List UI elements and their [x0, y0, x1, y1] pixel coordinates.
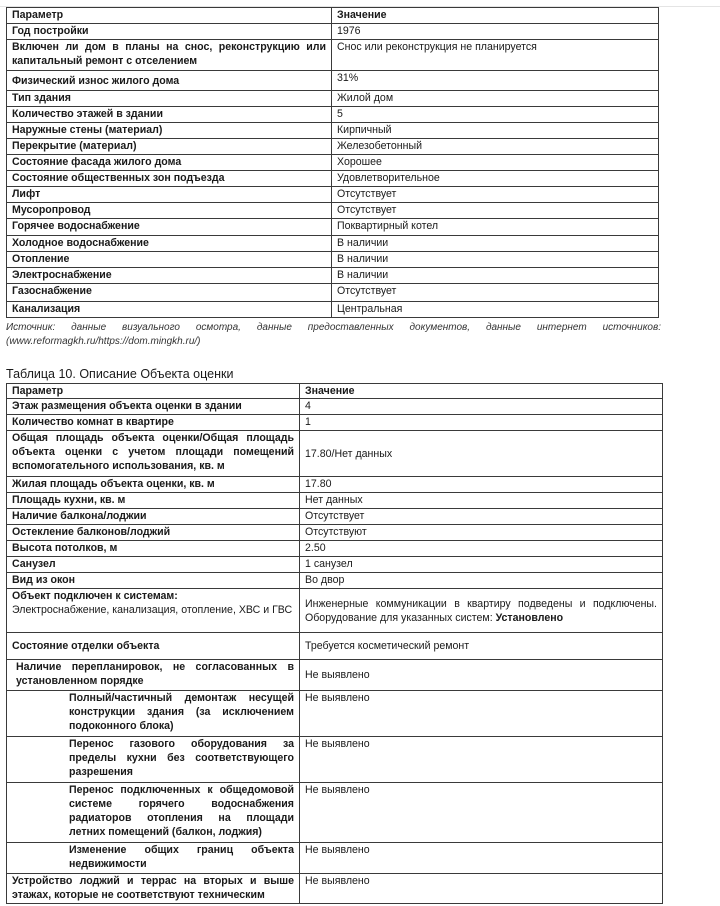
- row-value: Жилой дом: [332, 91, 659, 107]
- row-param: Перекрытие (материал): [7, 139, 332, 155]
- table-row: [7, 171, 659, 187]
- row-value: 31%: [332, 71, 659, 91]
- row-value: В наличии: [332, 236, 659, 252]
- row-param: Остекление балконов/лоджий: [7, 525, 300, 541]
- table-row: [7, 187, 659, 203]
- row-value: Не выявлено: [300, 691, 663, 737]
- row-param: Состояние отделки объекта: [7, 633, 300, 660]
- table-row: [7, 236, 659, 252]
- table-row: [7, 493, 663, 509]
- row-value: Не выявлено: [300, 783, 663, 843]
- table-row: [7, 252, 659, 268]
- row-param: Холодное водоснабжение: [7, 236, 332, 252]
- table-row: [7, 843, 663, 874]
- table-row: [7, 660, 663, 691]
- row-param: Площадь кухни, кв. м: [7, 493, 300, 509]
- header-value: Значение: [332, 8, 659, 24]
- table-header-row: [7, 384, 663, 399]
- row-param: Этаж размещения объекта оценки в здании: [7, 399, 300, 415]
- row-value: Не выявлено: [300, 843, 663, 874]
- table-row: [7, 573, 663, 589]
- row-param: Наличие перепланировок, не согласованных в установленном порядке: [7, 660, 300, 691]
- row-value: Отсутствует: [332, 187, 659, 203]
- row-param: Тип здания: [7, 91, 332, 107]
- row-param: Мусоропровод: [7, 203, 332, 219]
- object-description-table: [6, 383, 663, 904]
- row-value: Требуется косметический ремонт: [300, 633, 663, 660]
- table-row: [7, 268, 659, 284]
- row-value: Поквартирный котел: [332, 219, 659, 236]
- row-value: 17.80: [300, 477, 663, 493]
- row-value: Во двор: [300, 573, 663, 589]
- row-param: Газоснабжение: [7, 284, 332, 302]
- row-value: В наличии: [332, 252, 659, 268]
- row-param: Отопление: [7, 252, 332, 268]
- row-param: Общая площадь объекта оценки/Общая площадь объекта оценки с учетом площади помещений вспомогательного использования, кв. м: [7, 431, 300, 477]
- row-value: Отсутствует: [332, 203, 659, 219]
- row-value: Отсутствует: [300, 509, 663, 525]
- row-value: 1: [300, 415, 663, 431]
- table-row: [7, 431, 663, 477]
- table-row: [7, 71, 659, 91]
- systems-status-text: Инженерные коммуникации в квартиру подведены и подключены. Оборудование для указанных систем:: [305, 597, 657, 624]
- table-row: [7, 399, 663, 415]
- row-param: Состояние фасада жилого дома: [7, 155, 332, 171]
- row-param: Устройство лоджий и террас на вторых и выше этажах, которые не соответствуют техническим: [7, 874, 300, 904]
- table-row: [7, 40, 659, 71]
- row-param: Вид из окон: [7, 573, 300, 589]
- row-param: Жилая площадь объекта оценки, кв. м: [7, 477, 300, 493]
- systems-status-bold: Установлено: [495, 611, 564, 624]
- table-row: [7, 691, 663, 737]
- table-row: [7, 123, 659, 139]
- row-param: Электроснабжение: [7, 268, 332, 284]
- table-row: [7, 783, 663, 843]
- table-row: [7, 415, 663, 431]
- row-value: Не выявлено: [300, 737, 663, 783]
- row-value: Хорошее: [332, 155, 659, 171]
- row-param: Перенос подключенных к общедомовой системе горячего водоснабжения радиаторов отопления на площади летних помещений (балкон, лоджия): [7, 783, 300, 843]
- systems-label: Объект подключен к системам:: [12, 590, 178, 602]
- row-param: Высота потолков, м: [7, 541, 300, 557]
- row-value: 1 санузел: [300, 557, 663, 573]
- table-row: [7, 874, 663, 904]
- table-row: [7, 91, 659, 107]
- table-row: [7, 139, 659, 155]
- row-value: Железобетонный: [332, 139, 659, 155]
- table-row: [7, 107, 659, 123]
- row-param: Канализация: [7, 302, 332, 318]
- row-value: Не выявлено: [300, 874, 663, 904]
- row-value: Удовлетворительное: [332, 171, 659, 187]
- header-value: Значение: [300, 384, 663, 399]
- table-row: [7, 541, 663, 557]
- table-row: [7, 557, 663, 573]
- row-param: Лифт: [7, 187, 332, 203]
- table-row: [7, 302, 659, 318]
- table-row: [7, 203, 659, 219]
- row-param: [7, 589, 300, 633]
- table-header-row: [7, 8, 659, 24]
- table-caption: Таблица 10. Описание Объекта оценки: [6, 367, 234, 381]
- row-param: Санузел: [7, 557, 300, 573]
- row-value: 4: [300, 399, 663, 415]
- table-row: [7, 737, 663, 783]
- row-param: Количество этажей в здании: [7, 107, 332, 123]
- row-param: Количество комнат в квартире: [7, 415, 300, 431]
- row-value: [300, 589, 663, 633]
- row-param: Состояние общественных зон подъезда: [7, 171, 332, 187]
- row-value: 5: [332, 107, 659, 123]
- row-value: Центральная: [332, 302, 659, 318]
- header-param: Параметр: [7, 384, 300, 399]
- table-row: [7, 477, 663, 493]
- row-value: Не выявлено: [300, 660, 663, 691]
- header-param: Параметр: [7, 8, 332, 24]
- row-value: Нет данных: [300, 493, 663, 509]
- table-row: [7, 525, 663, 541]
- row-value: Отсутствуют: [300, 525, 663, 541]
- table-row: [7, 589, 663, 633]
- row-param: Наличие балкона/лоджии: [7, 509, 300, 525]
- table-row: [7, 633, 663, 660]
- row-value: В наличии: [332, 268, 659, 284]
- row-value: Снос или реконструкция не планируется: [332, 40, 659, 71]
- row-value: 17.80/Нет данных: [300, 431, 663, 477]
- table-row: [7, 219, 659, 236]
- table-row: [7, 284, 659, 302]
- row-value: Отсутствует: [332, 284, 659, 302]
- table-row: [7, 509, 663, 525]
- row-param: Наружные стены (материал): [7, 123, 332, 139]
- row-param: Год постройки: [7, 24, 332, 40]
- row-value: 1976: [332, 24, 659, 40]
- systems-list: Электроснабжение, канализация, отопление, ХВС и ГВС: [12, 604, 293, 616]
- row-param: Перенос газового оборудования за пределы кухни без соответствующего разрешения: [7, 737, 300, 783]
- row-param: Горячее водоснабжение: [7, 219, 332, 236]
- row-value: Кирпичный: [332, 123, 659, 139]
- table-row: [7, 24, 659, 40]
- table-row: [7, 155, 659, 171]
- building-params-table: [6, 7, 659, 318]
- source-urls: (www.reformagkh.ru/https://dom.mingkh.ru/): [6, 336, 201, 347]
- row-param: Изменение общих границ объекта недвижимости: [7, 843, 300, 874]
- source-note: Источник: данные визуального осмотра, данные предоставленных документов, данные интернет источников:: [6, 322, 661, 333]
- row-value: 2.50: [300, 541, 663, 557]
- row-param: Включен ли дом в планы на снос, реконструкцию или капитальный ремонт с отселением: [7, 40, 332, 71]
- row-param: Физический износ жилого дома: [7, 71, 332, 91]
- row-param: Полный/частичный демонтаж несущей конструкции здания (за исключением подоконного блока): [7, 691, 300, 737]
